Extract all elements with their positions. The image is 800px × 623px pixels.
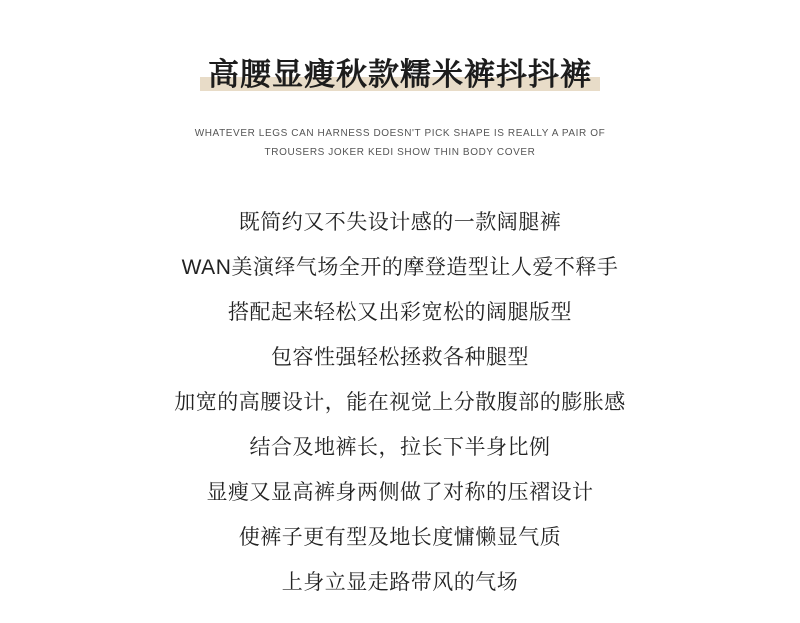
body-line-4: 包容性强轻松拯救各种腿型 bbox=[271, 346, 529, 369]
body-line-7: 显瘦又显高裤身两侧做了对称的压褶设计 bbox=[206, 481, 594, 504]
subtitle-line-2: TROUSERS JOKER KEDI SHOW THIN BODY COVER bbox=[264, 147, 536, 158]
body-line-1: 既简约又不失设计感的一款阔腿裤 bbox=[238, 211, 562, 234]
title-block bbox=[0, 56, 800, 95]
page-title: 高腰显瘦秋款糯米裤抖抖裤 bbox=[208, 57, 592, 92]
subtitle-block bbox=[0, 124, 800, 162]
subtitle-line-1: WHATEVER LEGS CAN HARNESS DOESN'T PICK SHAPE IS REALLY A PAIR OF bbox=[194, 128, 606, 139]
body-line-8: 使裤子更有型及地长度慵懒显气质 bbox=[238, 526, 562, 549]
title-wrapper bbox=[200, 56, 600, 95]
body-line-6: 结合及地裤长，拉长下半身比例 bbox=[249, 436, 551, 459]
body-line-2: WAN美演绎气场全开的摩登造型让人爱不释手 bbox=[181, 256, 619, 279]
body-block bbox=[0, 200, 800, 605]
body-line-9: 上身立显走路带风的气场 bbox=[281, 571, 519, 594]
body-line-5: 加宽的高腰设计，能在视觉上分散腹部的膨胀感 bbox=[174, 391, 626, 414]
body-line-3: 搭配起来轻松又出彩宽松的阔腿版型 bbox=[228, 301, 572, 324]
